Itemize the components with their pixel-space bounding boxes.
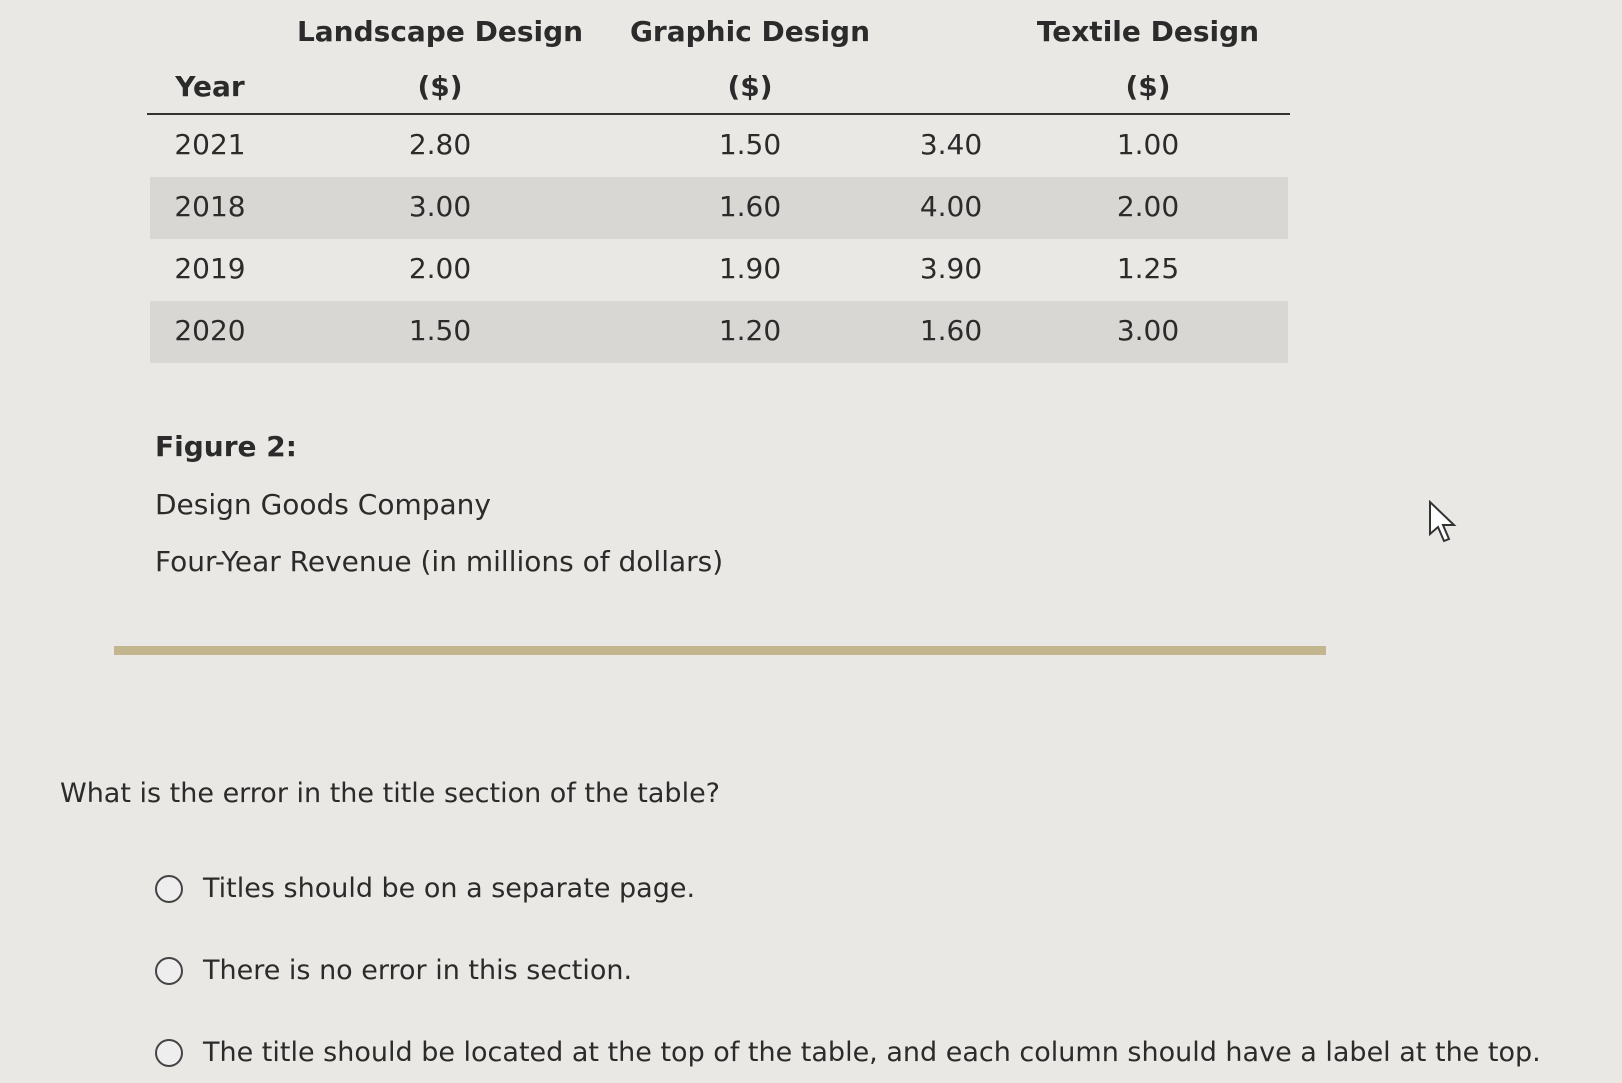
- radio-button[interactable]: [155, 1039, 183, 1067]
- question-text: What is the error in the title section of the table?: [60, 778, 721, 809]
- value-cell: 1.60: [718, 190, 782, 223]
- value-cell: 1.20: [718, 314, 782, 347]
- value-cell: 3.00: [1116, 314, 1180, 347]
- year-cell: 2020: [174, 314, 246, 347]
- value-cell: 1.90: [718, 252, 782, 285]
- column-header: Graphic Design: [629, 15, 871, 48]
- value-cell: 2.00: [408, 252, 472, 285]
- figure-company: Design Goods Company: [155, 488, 491, 521]
- value-cell: 3.90: [919, 252, 983, 285]
- figure-subtitle: Four-Year Revenue (in millions of dollars): [155, 545, 724, 578]
- option-label: Titles should be on a separate page.: [203, 873, 696, 904]
- radio-button[interactable]: [155, 957, 183, 985]
- value-cell: 1.50: [718, 128, 782, 161]
- value-cell: 2.80: [408, 128, 472, 161]
- column-header: ($): [1125, 70, 1171, 103]
- radio-button[interactable]: [155, 875, 183, 903]
- column-header: Year: [175, 70, 245, 103]
- section-divider: [114, 646, 1326, 655]
- option-label: The title should be located at the top of the table, and each column should have a label at the top.: [203, 1037, 1541, 1068]
- column-header: ($): [727, 70, 773, 103]
- mouse-pointer-icon: [1428, 500, 1462, 550]
- value-cell: 1.60: [919, 314, 983, 347]
- column-header: ($): [417, 70, 463, 103]
- answer-option-3[interactable]: [155, 1037, 1541, 1068]
- year-cell: 2019: [174, 252, 246, 285]
- column-header: Landscape Design: [296, 15, 584, 48]
- answer-option-1[interactable]: [155, 873, 695, 904]
- figure-label: Figure 2:: [155, 430, 297, 463]
- value-cell: 4.00: [919, 190, 983, 223]
- value-cell: 3.40: [919, 128, 983, 161]
- value-cell: 2.00: [1116, 190, 1180, 223]
- year-cell: 2018: [174, 190, 246, 223]
- column-header: Textile Design: [1036, 15, 1260, 48]
- value-cell: 1.50: [408, 314, 472, 347]
- value-cell: 1.25: [1116, 252, 1180, 285]
- value-cell: 1.00: [1116, 128, 1180, 161]
- header-divider: [147, 113, 1290, 115]
- year-cell: 2021: [174, 128, 246, 161]
- value-cell: 3.00: [408, 190, 472, 223]
- option-label: There is no error in this section.: [203, 955, 633, 986]
- answer-option-2[interactable]: [155, 955, 632, 986]
